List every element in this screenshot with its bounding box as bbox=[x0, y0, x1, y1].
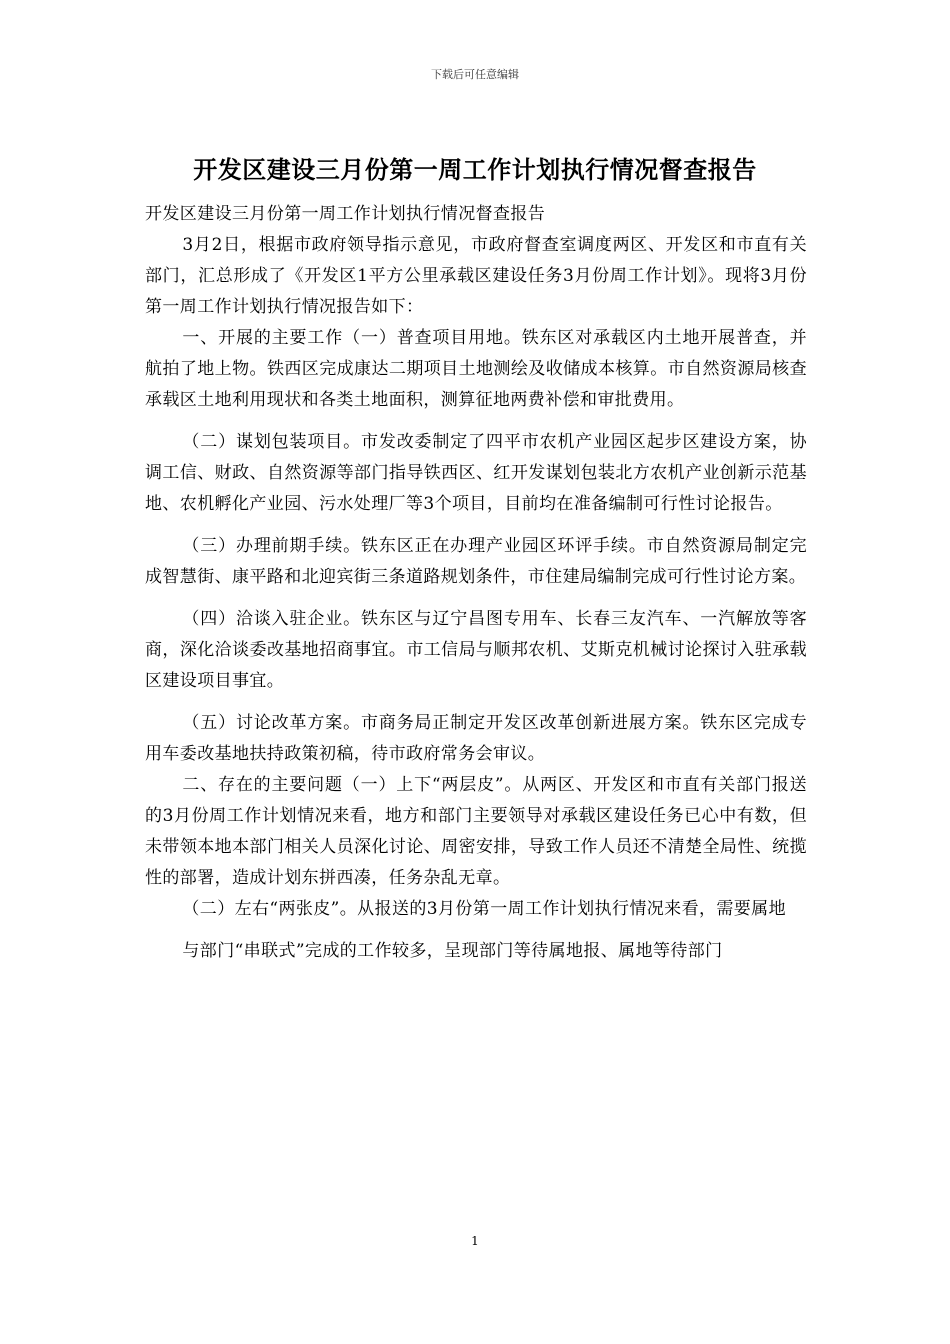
paragraph-section-2: 二、存在的主要问题（一）上下“两层皮”。从两区、开发区和市直有关部门报送的3月份周工作计划情况来看，地方和部门主要领导对承载区建设任务已心中有数，但未带领本地本部门相关人员深化讨论、周密安排，导致工作人员还不清楚全局性、统揽性的部署，造成计划东拼西凑，任务杂乱无章。 bbox=[145, 775, 807, 888]
header-note: 下载后可任意编辑 bbox=[431, 68, 519, 81]
paragraph-section-1: 一、开展的主要工作（一）普查项目用地。铁东区对承载区内土地开展普查，并航拍了地上物。铁西区完成康达二期项目土地测绘及收储成本核算。市自然资源局核查承载区土地利用现状和各类土地面积，测算征地两费补偿和审批费用。 bbox=[145, 328, 807, 410]
paragraph-subtitle: 开发区建设三月份第一周工作计划执行情况督查报告 bbox=[145, 204, 546, 224]
document-title: 开发区建设三月份第一周工作计划执行情况督查报告 bbox=[193, 155, 757, 184]
paragraph-section-1-4: （四）洽谈入驻企业。铁东区与辽宁昌图专用车、长春三友汽车、一汽解放等客商，深化洽谈委改基地招商事宜。市工信局与顺邦农机、艾斯克机械讨论探讨入驻承载区建设项目事宜。 bbox=[145, 609, 807, 691]
document-body bbox=[145, 199, 807, 967]
paragraph-section-1-2: （二）谋划包装项目。市发改委制定了四平市农机产业园区起步区建设方案，协调工信、财政、自然资源等部门指导铁西区、红开发谋划包装北方农机产业创新示范基地、农机孵化产业园、污水处理厂等3个项目，目前均在准备编制可行性讨论报告。 bbox=[145, 432, 807, 514]
paragraph-section-2-2: （二）左右“两张皮”。从报送的3月份第一周工作计划执行情况来看，需要属地 bbox=[182, 899, 786, 919]
paragraph-intro: 3月2日，根据市政府领导指示意见，市政府督查室调度两区、开发区和市直有关部门，汇总形成了《开发区1平方公里承载区建设任务3月份周工作计划》。现将3月份第一周工作计划执行情况报告如下： bbox=[145, 235, 807, 317]
page-number: 1 bbox=[471, 1234, 479, 1248]
paragraph-section-1-3: （三）办理前期手续。铁东区正在办理产业园区环评手续。市自然资源局制定完成智慧街、康平路和北迎宾街三条道路规划条件，市住建局编制完成可行性讨论方案。 bbox=[145, 536, 807, 587]
paragraph-continuation: 与部门“串联式”完成的工作较多，呈现部门等待属地报、属地等待部门 bbox=[182, 941, 723, 961]
paragraph-section-1-5: （五）讨论改革方案。市商务局正制定开发区改革创新进展方案。铁东区完成专用车委改基地扶持政策初稿，待市政府常务会审议。 bbox=[145, 713, 807, 764]
